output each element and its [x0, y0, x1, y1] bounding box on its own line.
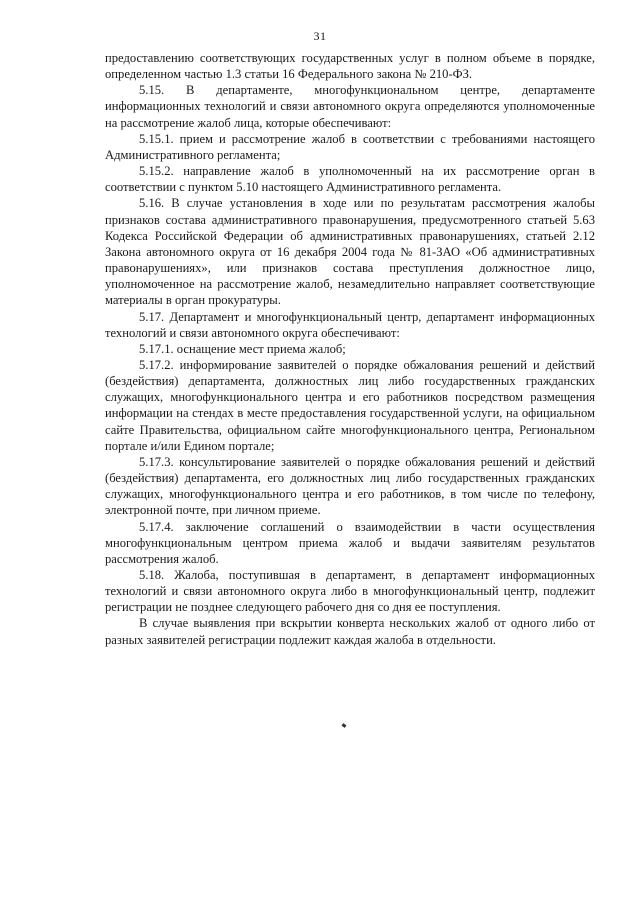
paragraph-5-15: 5.15. В департаменте, многофункциональном центре, департаменте информационных технологий и связи автономного округа определяются уполномоченные на рассмотрение жалоб лица, которые обеспечивают: — [105, 83, 595, 130]
paragraph-5-15-2: 5.15.2. направление жалоб в уполномоченный на их рассмотрение орган в соответствии с пунктом 5.10 настоящего Административного регламента. — [105, 164, 595, 195]
paragraph-5-17-2: 5.17.2. информирование заявителей о порядке обжалования решений и действий (бездействия) департамента, должностных лиц либо государственных гражданских служащих, многофункционального центра и его работников посредством размещения информации на стендах в месте предоставления государственной услуги, на официальном сайте Правительства, официальном сайте многофункционального центра, Региональном портале и/или Едином портале; — [105, 357, 595, 453]
paragraph-5-18: 5.18. Жалоба, поступившая в департамент, в департамент информационных технологий и связи автономного округа либо в многофункциональный центр, подлежит регистрации не позднее следующего рабочего дня со дня ее поступления. — [105, 568, 595, 615]
page-number: 31 — [313, 29, 327, 43]
paragraph-5-17-1: 5.17.1. оснащение мест приема жалоб; — [139, 341, 346, 356]
paragraph-5-17: 5.17. Департамент и многофункциональный центр, департамент информационных технологий и связи автономного округа обеспечивают: — [105, 309, 595, 340]
paragraph-envelope: В случае выявления при вскрытии конверта нескольких жалоб от одного либо от разных заявителей регистрации подлежит каждая жалоба в отдельности. — [105, 616, 595, 647]
paragraph-5-15-1: 5.15.1. прием и рассмотрение жалоб в соответствии с требованиями настоящего Административного регламента; — [105, 131, 595, 162]
paragraph-5-16: 5.16. В случае установления в ходе или по результатам рассмотрения жалобы признаков состава административного правонарушения, предусмотренного статьей 5.63 Кодекса Российской Федерации об административных правонарушениях, статьей 2.12 Закона автономного округа от 16 декабря 2004 года № 81-ЗАО «Об административных правонарушениях», или признаков состава преступления должностное лицо, уполномоченное на рассмотрение жалоб, незамедлительно направляет соответствующие материалы в орган прокуратуры. — [105, 196, 595, 308]
paragraph-5-17-4: 5.17.4. заключение соглашений о взаимодействии в части осуществления многофункциональным центром приема жалоб и выдачи заявителям результатов рассмотрения жалоб. — [105, 519, 595, 566]
scan-mark — [342, 723, 347, 728]
document-body — [105, 50, 595, 648]
paragraph-continuation: предоставлению соответствующих государственных услуг в полном объеме в порядке, определенном частью 1.3 статьи 16 Федерального закона № 210-ФЗ. — [105, 51, 595, 82]
paragraph-5-17-3: 5.17.3. консультирование заявителей о порядке обжалования решений и действий (бездействия) департамента, его должностных лиц либо государственных гражданских служащих, многофункционального центра и его работников, в том числе по телефону, электронной почте, при личном приеме. — [105, 454, 595, 518]
